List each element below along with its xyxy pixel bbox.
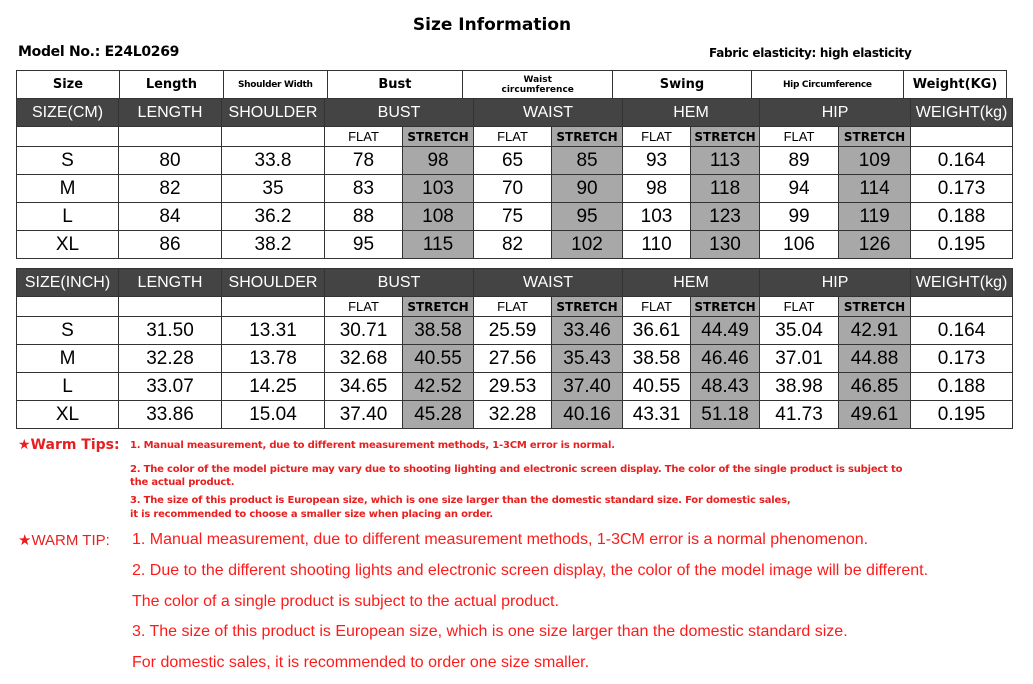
inch-cell: 44.49 (691, 317, 760, 345)
inch-cell: 32.28 (474, 401, 552, 429)
warm-tip-small-2b: the actual product. (130, 477, 235, 488)
cm-cell: 33.8 (222, 147, 325, 175)
cm-sub-flat: FLAT (760, 127, 839, 147)
header-size: Size (17, 71, 120, 99)
inch-table-body (17, 317, 1013, 429)
cm-cell: S (17, 147, 119, 175)
warm-tip-large-2b: The color of a single product is subject to the actual product. (132, 593, 559, 610)
header-bust: Bust (327, 71, 462, 99)
inch-cell: 35.43 (552, 345, 623, 373)
header-length: Length (119, 71, 223, 99)
inch-cell: 38.58 (623, 345, 691, 373)
cm-sub-stretch: STRETCH (552, 127, 623, 147)
model-number: Model No.: E24L0269 (18, 44, 180, 60)
cm-cell: 82 (119, 175, 222, 203)
size-table-cm (16, 98, 1013, 259)
cm-sub-empty (222, 127, 325, 147)
cm-cell: 0.195 (911, 231, 1013, 259)
page-title: Size Information (412, 15, 572, 35)
inch-cell: 34.65 (325, 373, 403, 401)
inch-cell: 33.46 (552, 317, 623, 345)
cm-cell: 82 (474, 231, 552, 259)
inch-cell: 0.164 (911, 317, 1013, 345)
cm-cell: 75 (474, 203, 552, 231)
cm-sub-empty (911, 127, 1013, 147)
inch-cell: 33.07 (119, 373, 222, 401)
cm-col-size: SIZE(CM) (17, 99, 119, 127)
fabric-elasticity: Fabric elasticity: high elasticity (709, 46, 912, 60)
inch-row (17, 401, 1013, 429)
cm-row (17, 175, 1013, 203)
cm-cell: 123 (691, 203, 760, 231)
inch-col-size: SIZE(INCH) (17, 269, 119, 297)
cm-col-hip: HIP (760, 99, 911, 127)
cm-sub-empty (119, 127, 222, 147)
inch-sub-stretch: STRETCH (403, 297, 474, 317)
cm-cell: XL (17, 231, 119, 259)
inch-sub-stretch: STRETCH (839, 297, 911, 317)
inch-cell: 25.59 (474, 317, 552, 345)
cm-cell: 84 (119, 203, 222, 231)
cm-cell: 0.164 (911, 147, 1013, 175)
header-waist-line2: circumference (501, 84, 574, 95)
inch-cell: 38.58 (403, 317, 474, 345)
inch-col-weight: WEIGHT(kg) (911, 269, 1013, 297)
inch-cell: 45.28 (403, 401, 474, 429)
cm-col-length: LENGTH (119, 99, 222, 127)
cm-cell: 70 (474, 175, 552, 203)
inch-cell: 14.25 (222, 373, 325, 401)
cm-cell: 0.188 (911, 203, 1013, 231)
inch-cell: 15.04 (222, 401, 325, 429)
cm-cell: L (17, 203, 119, 231)
inch-cell: S (17, 317, 119, 345)
cm-cell: 102 (552, 231, 623, 259)
warm-tip-small-3b: it is recommended to choose a smaller size when placing an order. (130, 509, 493, 520)
cm-cell: 78 (325, 147, 403, 175)
cm-cell: 115 (403, 231, 474, 259)
cm-cell: 119 (839, 203, 911, 231)
cm-cell: 110 (623, 231, 691, 259)
inch-cell: 29.53 (474, 373, 552, 401)
cm-cell: 95 (552, 203, 623, 231)
header-waist (463, 71, 613, 99)
cm-sub-stretch: STRETCH (691, 127, 760, 147)
cm-cell: 103 (623, 203, 691, 231)
inch-cell: 27.56 (474, 345, 552, 373)
header-shoulder: Shoulder Width (223, 71, 327, 99)
cm-cell: 98 (623, 175, 691, 203)
inch-sub-flat: FLAT (325, 297, 403, 317)
inch-cell: 44.88 (839, 345, 911, 373)
cm-cell: 36.2 (222, 203, 325, 231)
inch-sub-flat: FLAT (623, 297, 691, 317)
inch-cell: 30.71 (325, 317, 403, 345)
cm-cell: 85 (552, 147, 623, 175)
cm-col-shoulder: SHOULDER (222, 99, 325, 127)
cm-cell: 86 (119, 231, 222, 259)
cm-cell: 94 (760, 175, 839, 203)
cm-sub-flat: FLAT (325, 127, 403, 147)
inch-cell: 48.43 (691, 373, 760, 401)
cm-cell: 88 (325, 203, 403, 231)
cm-row (17, 147, 1013, 175)
inch-cell: 43.31 (623, 401, 691, 429)
inch-cell: 37.40 (552, 373, 623, 401)
header-swing: Swing (613, 71, 751, 99)
inch-row (17, 317, 1013, 345)
inch-sub-stretch: STRETCH (552, 297, 623, 317)
header-waist-line1: Waist (523, 74, 552, 85)
header-hip: Hip Circumference (751, 71, 903, 99)
inch-cell: 36.61 (623, 317, 691, 345)
inch-cell: 41.73 (760, 401, 839, 429)
warm-tip-large-3b: For domestic sales, it is recommended to order one size smaller. (132, 654, 590, 671)
inch-cell: 0.195 (911, 401, 1013, 429)
inch-cell: 13.78 (222, 345, 325, 373)
cm-cell: 93 (623, 147, 691, 175)
inch-cell: 0.173 (911, 345, 1013, 373)
inch-cell: 33.86 (119, 401, 222, 429)
inch-cell: 49.61 (839, 401, 911, 429)
cm-sub-empty (17, 127, 119, 147)
cm-cell: 90 (552, 175, 623, 203)
cm-cell: 38.2 (222, 231, 325, 259)
cm-cell: 35 (222, 175, 325, 203)
cm-col-waist: WAIST (474, 99, 623, 127)
inch-sub-empty (119, 297, 222, 317)
cm-cell: 130 (691, 231, 760, 259)
warm-tips-label: ★Warm Tips: (18, 437, 120, 453)
inch-cell: 40.55 (623, 373, 691, 401)
warm-tip-small-1: 1. Manual measurement, due to different measurement methods, 1-3CM error is normal. (130, 440, 615, 451)
inch-row (17, 345, 1013, 373)
inch-cell: 37.40 (325, 401, 403, 429)
inch-sub-empty (222, 297, 325, 317)
inch-cell: 46.46 (691, 345, 760, 373)
cm-cell: 113 (691, 147, 760, 175)
inch-cell: 40.16 (552, 401, 623, 429)
cm-cell: 65 (474, 147, 552, 175)
inch-row (17, 373, 1013, 401)
inch-cell: 0.188 (911, 373, 1013, 401)
cm-cell: 80 (119, 147, 222, 175)
inch-cell: M (17, 345, 119, 373)
cm-row (17, 231, 1013, 259)
inch-cell: 31.50 (119, 317, 222, 345)
cm-sub-stretch: STRETCH (839, 127, 911, 147)
inch-cell: 51.18 (691, 401, 760, 429)
cm-cell: 0.173 (911, 175, 1013, 203)
inch-cell: 40.55 (403, 345, 474, 373)
inch-cell: 13.31 (222, 317, 325, 345)
cm-sub-flat: FLAT (623, 127, 691, 147)
cm-cell: 95 (325, 231, 403, 259)
inch-col-hem: HEM (623, 269, 760, 297)
cm-cell: 118 (691, 175, 760, 203)
cm-cell: 109 (839, 147, 911, 175)
size-table-inch (16, 268, 1013, 429)
cm-cell: 103 (403, 175, 474, 203)
inch-cell: 32.28 (119, 345, 222, 373)
cm-cell: 108 (403, 203, 474, 231)
cm-col-hem: HEM (623, 99, 760, 127)
cm-col-weight: WEIGHT(kg) (911, 99, 1013, 127)
size-header-row-table (16, 70, 1007, 99)
cm-row (17, 203, 1013, 231)
cm-cell: 126 (839, 231, 911, 259)
cm-table-body (17, 147, 1013, 259)
cm-cell: 83 (325, 175, 403, 203)
cm-cell: 98 (403, 147, 474, 175)
inch-sub-empty (17, 297, 119, 317)
cm-cell: 89 (760, 147, 839, 175)
cm-col-bust: BUST (325, 99, 474, 127)
cm-sub-stretch: STRETCH (403, 127, 474, 147)
cm-cell: 99 (760, 203, 839, 231)
inch-cell: 46.85 (839, 373, 911, 401)
inch-sub-empty (911, 297, 1013, 317)
inch-cell: 42.52 (403, 373, 474, 401)
inch-cell: L (17, 373, 119, 401)
inch-sub-flat: FLAT (474, 297, 552, 317)
inch-col-waist: WAIST (474, 269, 623, 297)
inch-sub-stretch: STRETCH (691, 297, 760, 317)
inch-col-hip: HIP (760, 269, 911, 297)
cm-cell: 106 (760, 231, 839, 259)
warm-tip-large-1: 1. Manual measurement, due to different measurement methods, 1-3CM error is a normal phenomenon. (132, 531, 869, 548)
inch-col-shoulder: SHOULDER (222, 269, 325, 297)
header-weight: Weight(KG) (904, 71, 1007, 99)
cm-sub-flat: FLAT (474, 127, 552, 147)
warm-tip-small-3a: 3. The size of this product is European size, which is one size larger than the domestic standard size. For domestic sales, (130, 495, 791, 506)
inch-cell: 37.01 (760, 345, 839, 373)
inch-sub-flat: FLAT (760, 297, 839, 317)
inch-col-bust: BUST (325, 269, 474, 297)
inch-cell: 38.98 (760, 373, 839, 401)
inch-cell: 35.04 (760, 317, 839, 345)
warm-tip-small-2a: 2. The color of the model picture may vary due to shooting lighting and electronic screen display. The color of the single product is subject to (130, 464, 903, 475)
cm-cell: 114 (839, 175, 911, 203)
warm-tip-large-3a: 3. The size of this product is European size, which is one size larger than the domestic standard size. (132, 623, 848, 640)
warm-tip-large-2a: 2. Due to the different shooting lights and electronic screen display, the color of the model image will be different. (132, 562, 929, 579)
inch-cell: 42.91 (839, 317, 911, 345)
inch-col-length: LENGTH (119, 269, 222, 297)
cm-cell: M (17, 175, 119, 203)
warm-tip-label: ★WARM TIP: (18, 532, 110, 549)
inch-cell: 32.68 (325, 345, 403, 373)
inch-cell: XL (17, 401, 119, 429)
